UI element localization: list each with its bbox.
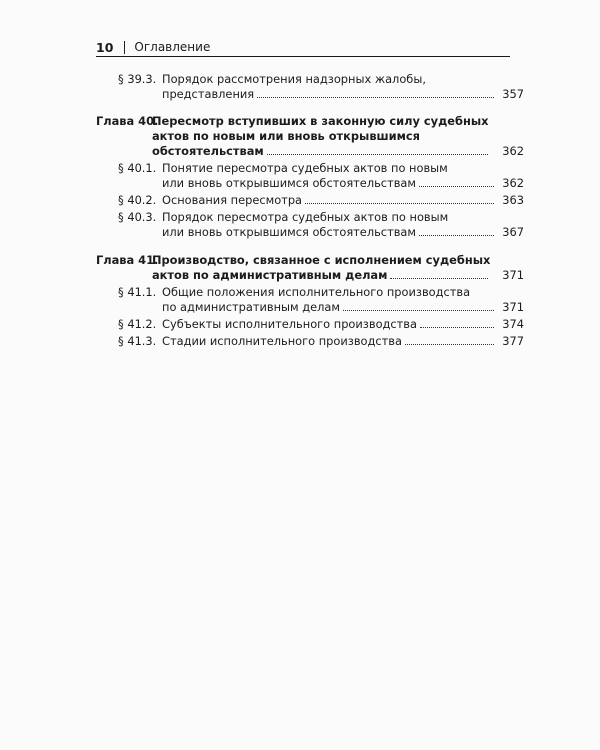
toc-chapter-title: актов по новым или вновь открывшимся bbox=[152, 129, 420, 143]
toc-page-number: 374 bbox=[502, 317, 524, 331]
toc-entry-title: Основания пересмотра bbox=[162, 193, 303, 207]
running-header bbox=[96, 38, 510, 56]
toc-page-number: 362 bbox=[502, 176, 524, 190]
header-separator bbox=[124, 41, 125, 54]
toc-entry-number: § 41.1. bbox=[118, 285, 157, 299]
toc-entry-title: или вновь открывшимся обстоятельствам bbox=[162, 176, 416, 190]
dot-leader bbox=[257, 97, 494, 98]
dot-leader bbox=[343, 310, 494, 311]
dot-leader bbox=[390, 278, 488, 279]
dot-leader bbox=[305, 203, 494, 204]
toc-page-number: 362 bbox=[502, 144, 524, 158]
toc-entry-title: представления bbox=[162, 87, 255, 101]
toc-chapter-entry[interactable] bbox=[96, 114, 524, 159]
toc-entry-number: § 41.3. bbox=[118, 334, 157, 348]
toc-entry-number: § 39.3. bbox=[118, 72, 157, 86]
toc-entry-number: § 41.2. bbox=[118, 317, 157, 331]
toc-page-number: 371 bbox=[502, 268, 524, 282]
toc-page-number: 371 bbox=[502, 300, 524, 314]
toc-entry-title: Субъекты исполнительного производства bbox=[162, 317, 417, 331]
toc-entry[interactable] bbox=[96, 161, 524, 191]
toc-chapter-title: Производство, связанное с исполнением судебных bbox=[152, 253, 491, 267]
toc-page-number: 357 bbox=[502, 87, 524, 101]
toc-entry[interactable] bbox=[96, 334, 524, 349]
toc-entry[interactable] bbox=[96, 317, 524, 332]
dot-leader bbox=[419, 235, 494, 236]
toc-entry[interactable] bbox=[96, 193, 524, 208]
toc-entry-title: или вновь открывшимся обстоятельствам bbox=[162, 225, 416, 239]
toc-entry-title: Общие положения исполнительного производства bbox=[162, 285, 471, 299]
toc-page-number: 363 bbox=[502, 193, 524, 207]
dot-leader bbox=[419, 186, 494, 187]
toc-entry-title: по административным делам bbox=[162, 300, 340, 314]
toc-chapter-title: обстоятельствам bbox=[152, 144, 264, 158]
toc-page-number: 377 bbox=[502, 334, 524, 348]
toc-entry-title: Стадии исполнительного производства bbox=[162, 334, 402, 348]
dot-leader bbox=[420, 327, 494, 328]
toc-entry[interactable] bbox=[96, 285, 524, 315]
dot-leader bbox=[267, 154, 488, 155]
toc-entry-number: § 40.3. bbox=[118, 210, 157, 224]
toc-chapter-number: Глава 41. bbox=[96, 253, 159, 267]
toc-entry-title: Порядок пересмотра судебных актов по новым bbox=[162, 210, 449, 224]
toc-chapter-number: Глава 40. bbox=[96, 114, 159, 128]
toc-entry-number: § 40.2. bbox=[118, 193, 157, 207]
toc-chapter-title: Пересмотр вступивших в законную силу судебных bbox=[152, 114, 489, 128]
toc-entry-title: Понятие пересмотра судебных актов по новым bbox=[162, 161, 448, 175]
toc-entry-number: § 40.1. bbox=[118, 161, 157, 175]
running-title: Оглавление bbox=[134, 40, 211, 54]
header-rule bbox=[96, 56, 510, 57]
dot-leader bbox=[405, 344, 494, 345]
toc-entry[interactable] bbox=[96, 72, 524, 102]
toc-entry[interactable] bbox=[96, 210, 524, 240]
page-number: 10 bbox=[96, 39, 114, 55]
table-of-contents bbox=[96, 72, 524, 349]
toc-chapter-title: актов по административным делам bbox=[152, 268, 388, 282]
toc-chapter-entry[interactable] bbox=[96, 253, 524, 283]
toc-entry-title: Порядок рассмотрения надзорных жалобы, bbox=[162, 72, 426, 86]
toc-page-number: 367 bbox=[502, 225, 524, 239]
